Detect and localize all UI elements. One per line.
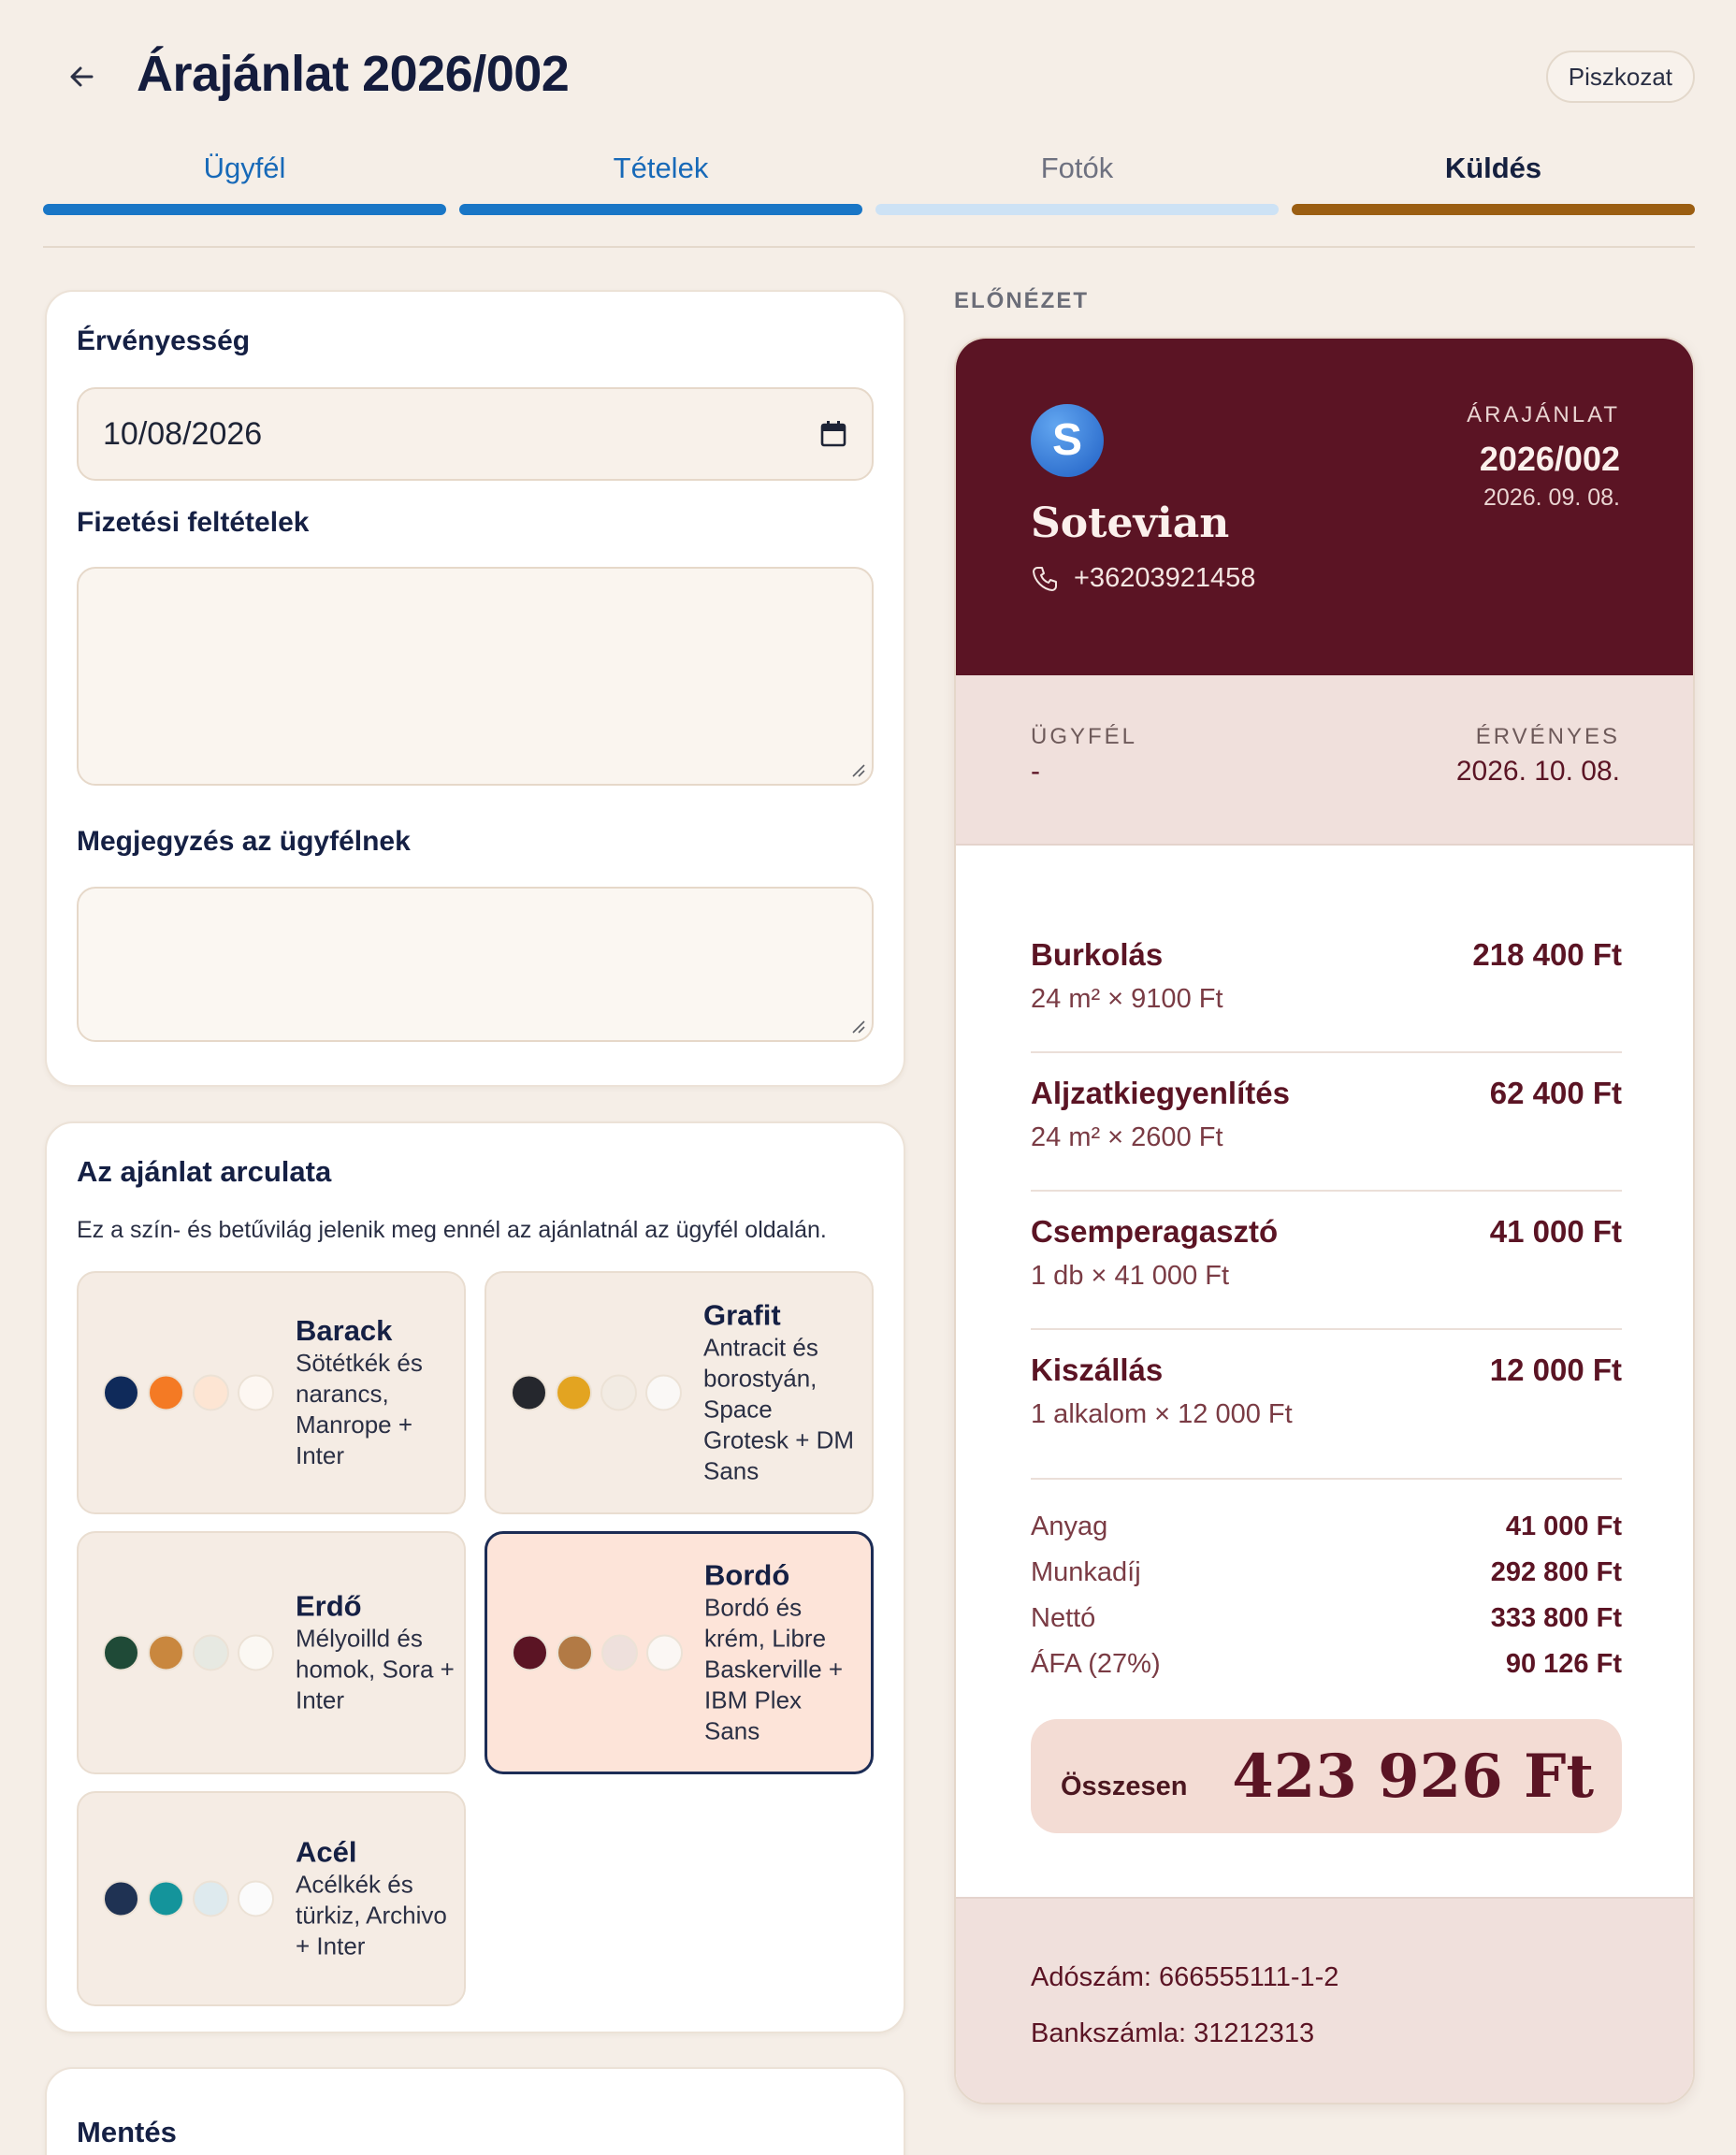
line-item — [1031, 1076, 1622, 1214]
color-swatch — [193, 1881, 229, 1917]
item-quantity: 24 m² × 9100 Ft — [1031, 984, 1223, 1014]
color-swatches — [512, 1635, 683, 1671]
validity-label: Érvényesség — [77, 325, 251, 356]
color-swatch — [148, 1881, 184, 1917]
step-label: Ügyfél — [203, 152, 286, 184]
theme-description: Sötétkék és narancs, Manrope + Inter — [296, 1349, 423, 1469]
step-progress-bar — [459, 204, 862, 215]
company-name: Sotevian — [1031, 499, 1230, 547]
payment-terms-label: Fizetési feltételek — [77, 507, 310, 538]
valid-value: 2026. 10. 08. — [1455, 756, 1620, 787]
total-value: 90 126 Ft — [1505, 1649, 1622, 1679]
totals-divider — [1031, 1478, 1622, 1480]
step-label: Fotók — [1040, 152, 1114, 184]
save-title: Mentés — [77, 2116, 177, 2148]
branding-description: Ez a szín- és betűvilág jelenik meg ennél az ajánlatnál az ügyfél oldalán. — [77, 1217, 827, 1243]
item-amount: 41 000 Ft — [1489, 1214, 1622, 1249]
back-button[interactable] — [62, 58, 103, 95]
color-swatch — [103, 1881, 139, 1917]
theme-grafit[interactable] — [485, 1271, 874, 1514]
validity-date-value: 10/08/2026 — [103, 415, 263, 452]
color-swatches — [103, 1635, 274, 1671]
preview-header — [956, 339, 1693, 675]
resize-grip-icon[interactable] — [849, 1018, 866, 1034]
item-divider — [1031, 1051, 1622, 1053]
color-swatch — [511, 1375, 547, 1411]
client-note-label: Megjegyzés az ügyfélnek — [77, 826, 411, 857]
grand-total-box — [1031, 1719, 1622, 1833]
phone-icon — [1031, 565, 1059, 593]
save-card — [45, 2067, 905, 2155]
total-row — [1031, 1649, 1622, 1686]
client-note-textarea[interactable] — [77, 887, 874, 1042]
color-swatches — [103, 1881, 274, 1917]
item-amount: 12 000 Ft — [1489, 1352, 1622, 1387]
details-card — [45, 290, 905, 1087]
offer-number: 2026/002 — [1479, 440, 1620, 478]
preview-footer — [956, 1897, 1693, 2104]
total-value: 333 800 Ft — [1490, 1603, 1622, 1633]
item-divider — [1031, 1328, 1622, 1330]
total-row — [1031, 1557, 1622, 1595]
step-fotok[interactable] — [875, 150, 1279, 217]
theme-description: Bordó és krém, Libre Baskerville + IBM Plex Sans — [704, 1593, 844, 1745]
color-swatch — [148, 1635, 184, 1671]
status-badge: Piszkozat — [1546, 51, 1695, 103]
step-label: Tételek — [613, 152, 709, 184]
step-progress-bar — [43, 204, 446, 215]
color-swatch — [193, 1635, 229, 1671]
theme-name: Acél — [296, 1835, 357, 1869]
step-ugyfel[interactable] — [43, 150, 446, 217]
theme-description: Mélyoilld és homok, Sora + Inter — [296, 1624, 455, 1714]
color-swatch — [238, 1375, 274, 1411]
bank-account: Bankszámla: 31212313 — [1031, 2018, 1315, 2048]
total-row — [1031, 1603, 1622, 1641]
theme-bordo[interactable] — [485, 1531, 874, 1774]
color-swatches — [511, 1375, 682, 1411]
theme-description: Antracit és borostyán, Space Grotesk + DM Sans — [703, 1333, 855, 1485]
grand-total-label: Összesen — [1061, 1772, 1188, 1801]
resize-grip-icon[interactable] — [849, 761, 866, 778]
validity-date-input[interactable] — [77, 387, 874, 481]
item-name: Burkolás — [1031, 937, 1164, 972]
item-quantity: 1 alkalom × 12 000 Ft — [1031, 1399, 1293, 1429]
step-kuldes[interactable] — [1292, 150, 1695, 217]
total-value: 41 000 Ft — [1505, 1511, 1622, 1541]
theme-name: Grafit — [703, 1298, 781, 1332]
branding-title: Az ajánlat arculata — [77, 1155, 332, 1188]
tax-id: Adószám: 666555111-1-2 — [1031, 1962, 1339, 1992]
item-name: Kiszállás — [1031, 1352, 1164, 1387]
client-kicker: ÜGYFÉL — [1031, 724, 1138, 749]
branding-card — [45, 1121, 905, 2033]
divider — [43, 246, 1695, 248]
theme-name: Bordó — [704, 1558, 790, 1592]
line-item — [1031, 1352, 1622, 1491]
total-value: 292 800 Ft — [1490, 1557, 1622, 1587]
header — [43, 37, 1695, 112]
total-row — [1031, 1511, 1622, 1549]
item-name: Csemperagasztó — [1031, 1214, 1279, 1249]
item-amount: 62 400 Ft — [1489, 1076, 1622, 1110]
color-swatch — [238, 1881, 274, 1917]
valid-kicker: ÉRVÉNYES — [1475, 724, 1620, 749]
color-swatches — [103, 1375, 274, 1411]
color-swatch — [148, 1375, 184, 1411]
step-label: Küldés — [1444, 152, 1542, 184]
quote-preview — [954, 337, 1695, 2104]
step-progress-bar — [875, 204, 1279, 215]
phone-number: +36203921458 — [1074, 563, 1256, 593]
step-tetelek[interactable] — [459, 150, 862, 217]
company-phone — [1031, 563, 1255, 594]
line-item — [1031, 937, 1622, 1076]
grand-total-value: 423 926 Ft — [1232, 1742, 1594, 1812]
total-label: Nettó — [1031, 1603, 1096, 1633]
total-label: ÁFA (27%) — [1031, 1649, 1161, 1679]
item-name: Aljzatkiegyenlítés — [1031, 1076, 1290, 1110]
total-label: Munkadíj — [1031, 1557, 1141, 1587]
theme-acel[interactable] — [77, 1791, 466, 2006]
page-title: Árajánlat 2026/002 — [137, 46, 570, 102]
item-amount: 218 400 Ft — [1472, 937, 1622, 972]
color-swatch — [512, 1635, 548, 1671]
arrow-left-icon — [64, 58, 101, 95]
theme-name: Erdő — [296, 1589, 362, 1623]
line-item — [1031, 1214, 1622, 1352]
item-quantity: 24 m² × 2600 Ft — [1031, 1122, 1223, 1152]
color-swatch — [556, 1375, 592, 1411]
calendar-icon[interactable] — [819, 420, 847, 448]
color-swatch — [601, 1635, 638, 1671]
offer-kicker: ÁRAJÁNLAT — [1467, 402, 1620, 427]
color-swatch — [238, 1635, 274, 1671]
theme-name: Barack — [296, 1314, 393, 1347]
item-quantity: 1 db × 41 000 Ft — [1031, 1261, 1230, 1291]
color-swatch — [103, 1635, 139, 1671]
color-swatch — [600, 1375, 637, 1411]
item-divider — [1031, 1190, 1622, 1192]
preview-label: ELŐNÉZET — [954, 288, 1090, 313]
preview-meta — [956, 675, 1693, 846]
theme-description: Acélkék és türkiz, Archivo + Inter — [296, 1870, 447, 1960]
company-logo: S — [1031, 404, 1104, 477]
payment-terms-textarea[interactable] — [77, 567, 874, 786]
client-value: - — [1031, 756, 1040, 787]
stepper — [43, 150, 1695, 217]
step-progress-bar — [1292, 204, 1695, 215]
color-swatch — [103, 1375, 139, 1411]
color-swatch — [645, 1375, 682, 1411]
theme-barack[interactable] — [77, 1271, 466, 1514]
offer-date: 2026. 09. 08. — [1483, 485, 1620, 511]
color-swatch — [646, 1635, 683, 1671]
theme-erdo[interactable] — [77, 1531, 466, 1774]
color-swatch — [193, 1375, 229, 1411]
total-label: Anyag — [1031, 1511, 1108, 1541]
color-swatch — [557, 1635, 593, 1671]
